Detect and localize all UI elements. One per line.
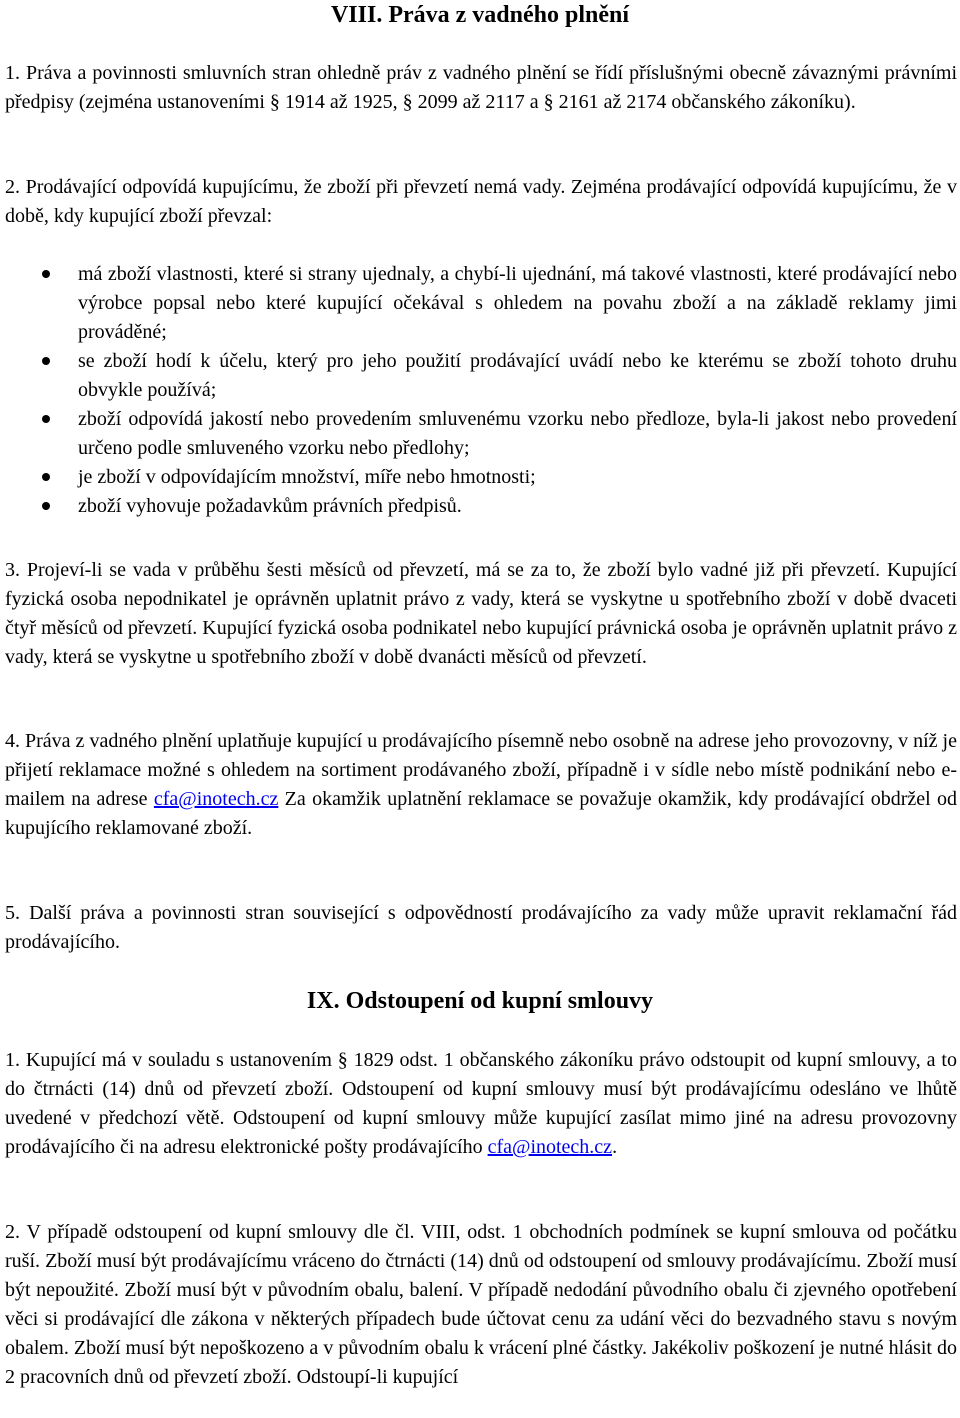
list-item-text: má zboží vlastnosti, které si strany ujednaly, a chybí-li ujednání, má takové vlastnosti, které prodávající nebo výrobce popsal nebo které kupující očekával s ohledem na povahu zboží a na základě reklamy jimi prováděné; <box>78 263 957 343</box>
bullet-icon <box>42 357 50 365</box>
list-item-text: zboží odpovídá jakostí nebo provedením smluvenému vzorku nebo předloze, byla-li jakost nebo provedení určeno podle smluveného vzorku nebo předlohy; <box>78 408 957 459</box>
paragraph-ix-1-text-end: . <box>612 1136 618 1158</box>
paragraph-viii-3: 3. Projeví-li se vada v průběhu šesti měsíců od převzetí, má se za to, že zboží bylo vadné již při převzetí. Kupující fyzická osoba nepodnikatel je oprávněn uplatnit právo z vady, která se vyskytne u spotřebního zboží v době dvaceti čtyř měsíců od převzetí. Kupující fyzická osoba podnikatel nebo kupující právnická osoba je oprávněn uplatnit právo z vady, která se vyskytne u spotřebního zboží v době dvanácti měsíců od převzetí. <box>5 559 957 668</box>
paragraph-viii-2-text: 2. Prodávající odpovídá kupujícímu, že zboží při převzetí nemá vady. Zejména prodávající odpovídá kupujícímu, že v době, kdy kupující zboží převzal: <box>5 176 957 227</box>
list-item <box>5 260 957 347</box>
paragraph-viii-1: 1. Práva a povinnosti smluvních stran ohledně práv z vadného plnění se řídí příslušnými obecně závaznými právními předpisy (zejména ustanoveními § 1914 až 1925, § 2099 až 2117 a § 2161 až 2174 občanského zákoníku). <box>5 62 957 113</box>
bullet-icon <box>42 502 50 510</box>
paragraph-viii-5: 5. Další práva a povinnosti stran související s odpovědností prodávajícího za vady může upravit reklamační řád prodávajícího. <box>5 902 957 953</box>
list-item <box>5 347 957 405</box>
email-link[interactable]: cfa@inotech.cz <box>487 1136 613 1158</box>
defects-list <box>5 260 957 521</box>
bullet-icon <box>42 473 50 481</box>
paragraph-ix-1 <box>5 1046 957 1162</box>
paragraph-viii-4-text: 4. Práva z vadného plnění uplatňuje kupující u prodávajícího písemně nebo osobně na adrese jeho provozovny, v níž je přijetí reklamace možné s ohledem na sortiment prodávaného zboží, případně i v sídle nebo místě podnikání nebo e-mailem na adrese <box>5 730 957 810</box>
bullet-icon <box>42 270 50 278</box>
list-item-text: se zboží hodí k účelu, který pro jeho použití prodávající uvádí nebo ke kterému se zboží tohoto druhu obvykle používá; <box>78 350 957 401</box>
email-link[interactable]: cfa@inotech.cz <box>153 788 279 810</box>
list-item <box>5 492 957 521</box>
paragraph-viii-4 <box>5 727 957 843</box>
paragraph-ix-2: 2. V případě odstoupení od kupní smlouvy dle čl. VIII, odst. 1 obchodních podmínek se kupní smlouva od počátku ruší. Zboží musí být prodávajícímu vráceno do čtrnácti (14) dnů od odstoupení od smlouvy prodávajícímu. Zboží musí být nepoužité. Zboží musí být v původním obalu, balení. V případě nedodání původního obalu či zjevného opotřebení věci si prodávající dle zákona v některých případech bude účtovat cenu za udání věci do bezvadného stavu s novým obalem. Zboží musí být nepoškozeno a v původním obalu k vrácení plné částky. Jakékoliv poškození je nutné hlásit do 2 pracovních dnů od převzetí zboží. Odstoupí-li kupující <box>5 1221 957 1388</box>
section-heading-viii: VIII. Práva z vadného plnění <box>330 2 630 28</box>
paragraph-viii-4-text-end: Za okamžik uplatnění reklamace se považuje okamžik, kdy prodávající obdržel od kupujícího reklamované zboží. <box>5 788 957 839</box>
paragraph-ix-1-text: 1. Kupující má v souladu s ustanovením § 1829 odst. 1 občanského zákoníku právo odstoupit od kupní smlouvy, a to do čtrnácti (14) dnů od převzetí zboží. Odstoupení od kupní smlouvy musí být prodávajícímu odesláno ve lhůtě uvedené v předchozí větě. Odstoupení od kupní smlouvy může kupující zasílat mimo jiné na adresu provozovny prodávajícího či na adresu elektronické pošty prodávajícího <box>5 1049 957 1158</box>
list-item-text: je zboží v odpovídajícím množství, míře nebo hmotnosti; <box>78 466 536 488</box>
list-item <box>5 463 957 492</box>
bullet-icon <box>42 415 50 423</box>
paragraph-viii-2 <box>5 173 957 231</box>
list-item <box>5 405 957 463</box>
list-item-text: zboží vyhovuje požadavkům právních předpisů. <box>78 495 462 517</box>
section-heading-ix: IX. Odstoupení od kupní smlouvy <box>306 988 654 1014</box>
